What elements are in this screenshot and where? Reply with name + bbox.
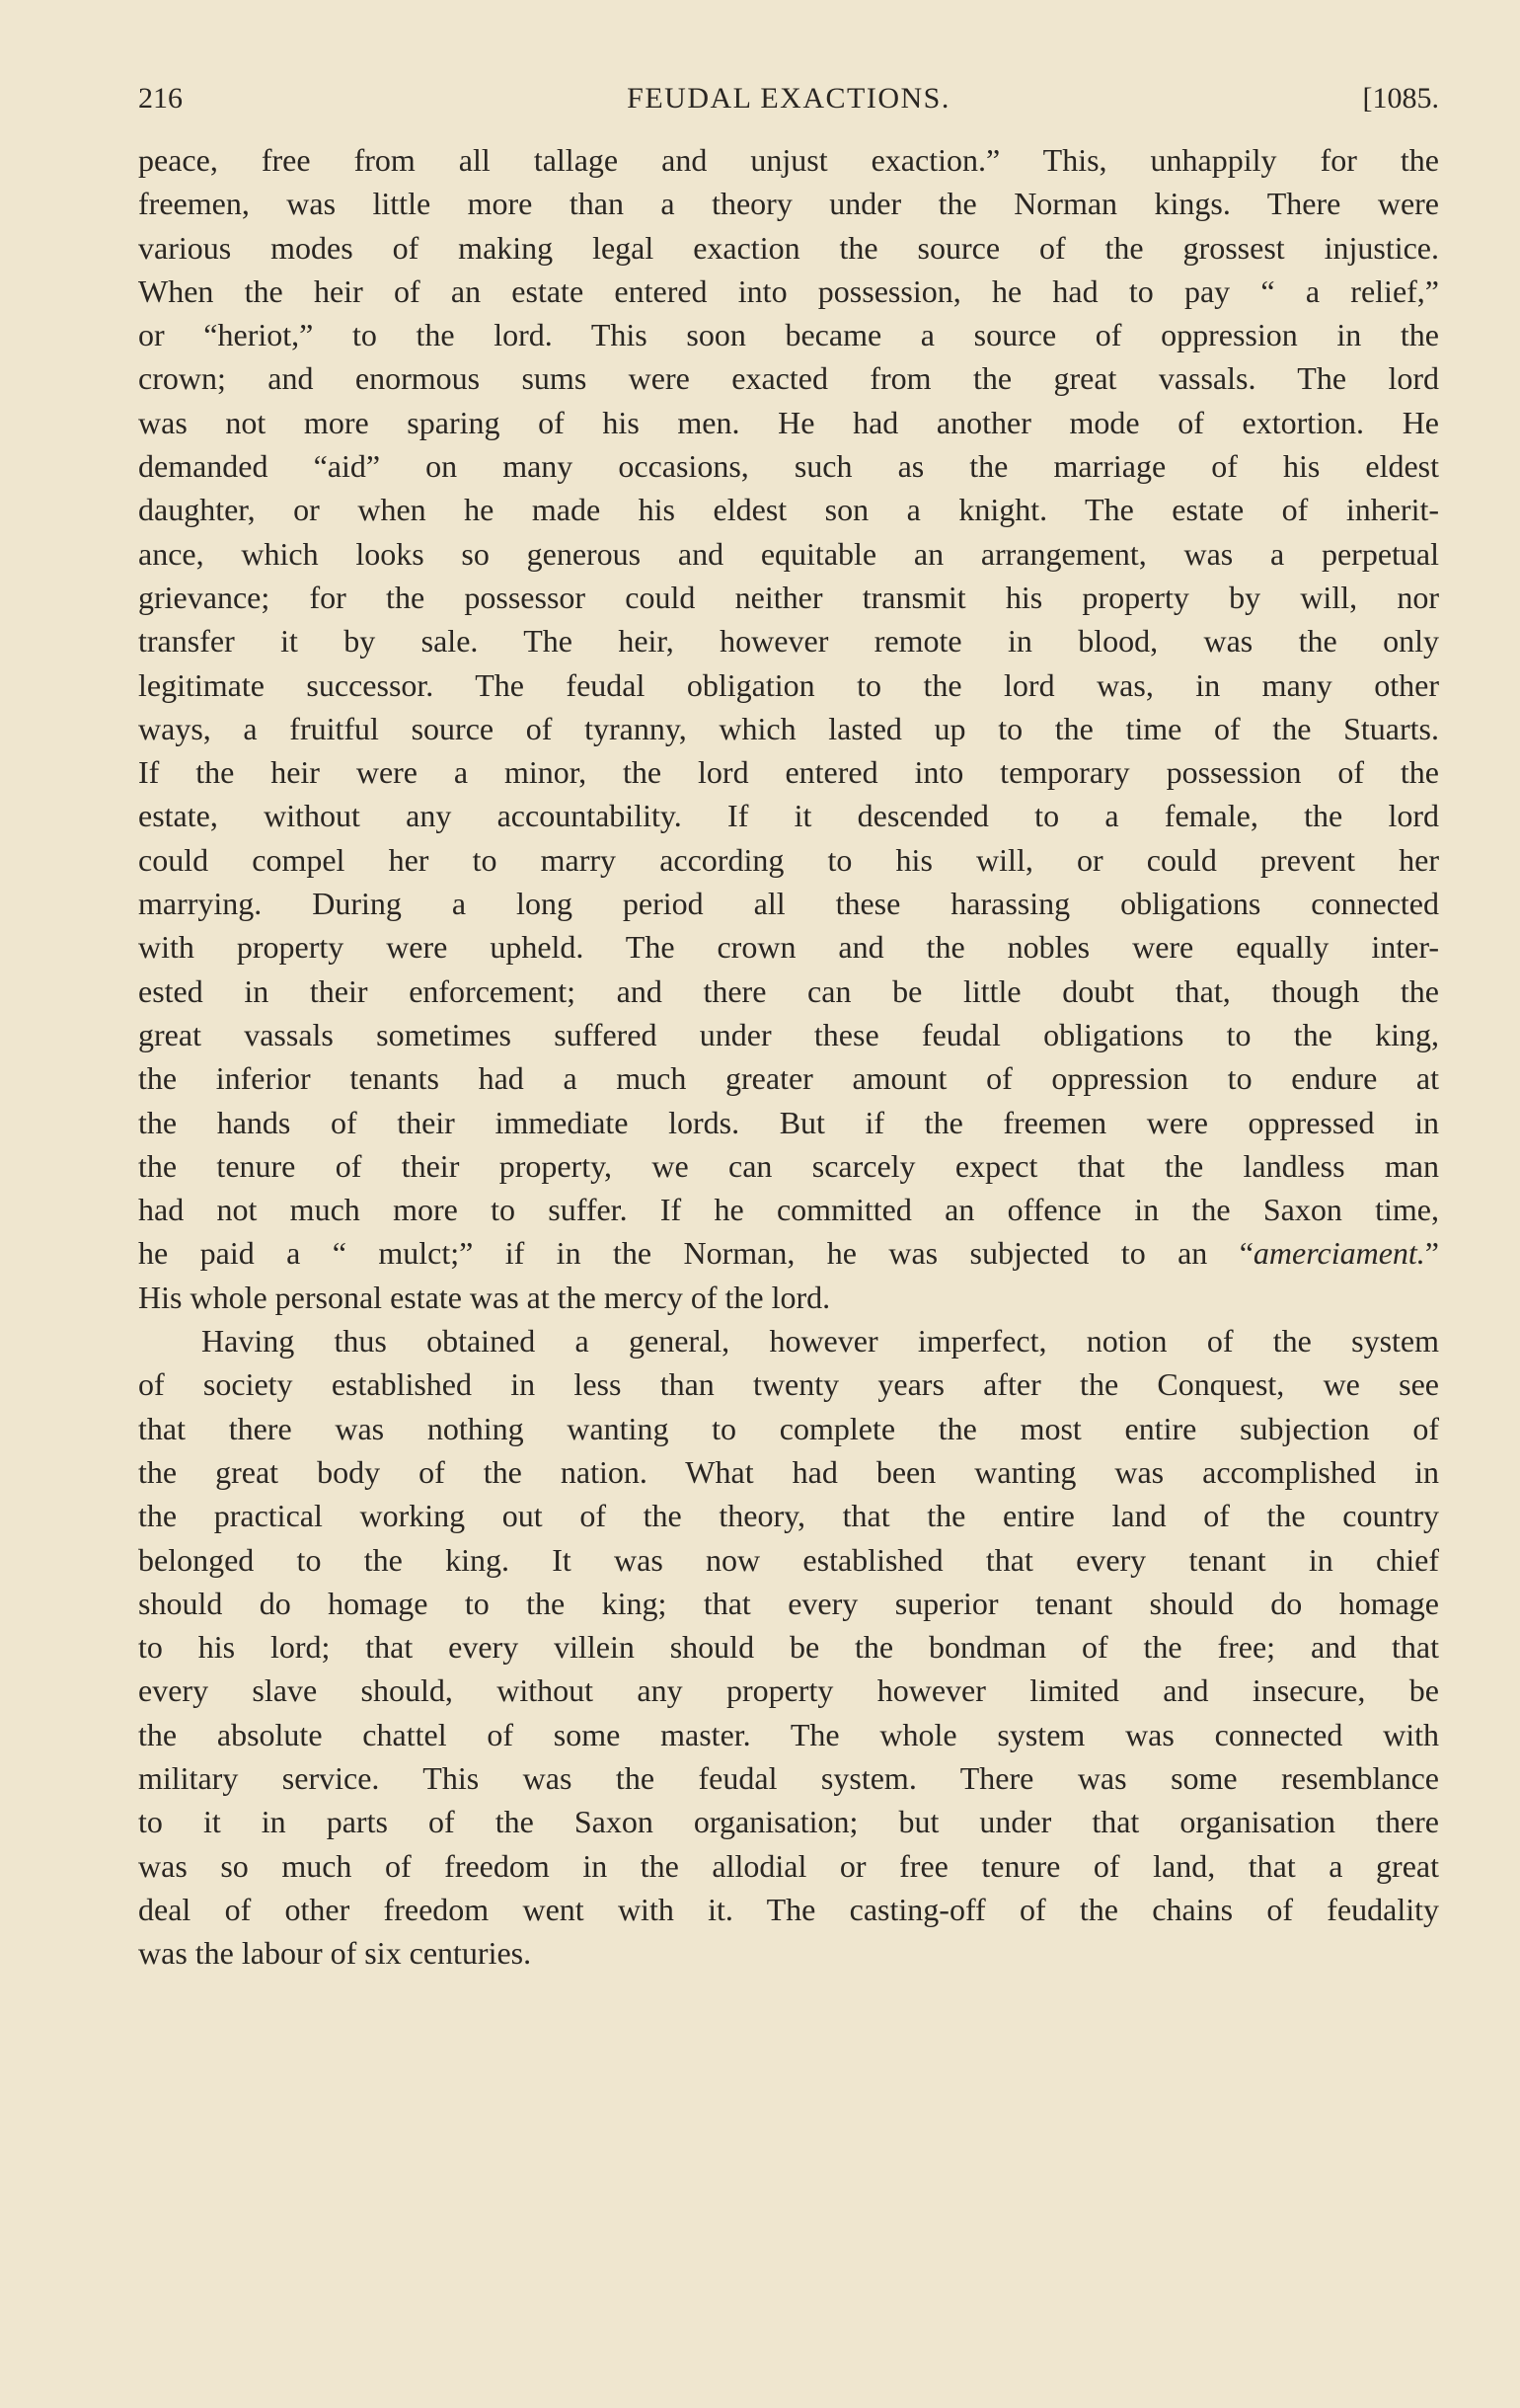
text-line: When the heir of an estate entered into possession, he had to pay “ a relief,”	[138, 272, 1439, 309]
text-line: peace, free from all tallage and unjust exaction.” This, unhappily for the	[138, 142, 1439, 178]
text-line: legitimate successor. The feudal obligation to the lord was, in many other	[138, 666, 1439, 703]
text-line: military service. This was the feudal system. There was some resemblance	[138, 1759, 1439, 1796]
paragraph-final-line: His whole personal estate was at the mercy of the lord.	[138, 1279, 831, 1315]
italic-term: amerciament.	[1253, 1235, 1425, 1272]
text-line: of society established in less than twenty years after the Conquest, we see	[138, 1366, 1439, 1403]
text-line: that there was nothing wanting to complete the most entire subjection of	[138, 1410, 1439, 1446]
paragraph-first-line: Having thus obtained a general, however imperfect, notion of the system	[201, 1323, 1439, 1359]
text-line: ance, which looks so generous and equitable an arrangement, was a perpetual	[138, 535, 1439, 572]
text-line: crown; and enormous sums were exacted from the great vassals. The lord	[138, 360, 1439, 397]
text-line: with property were upheld. The crown and the nobles were equally inter-	[138, 929, 1439, 966]
text-line: ways, a fruitful source of tyranny, which lasted up to the time of the Stuarts.	[138, 710, 1439, 746]
text-line: freemen, was little more than a theory under the Norman kings. There were	[138, 186, 1439, 222]
text-line: the hands of their immediate lords. But if the freemen were oppressed in	[138, 1104, 1439, 1140]
text-line: or “heriot,” to the lord. This soon became a source of oppression in the	[138, 317, 1439, 353]
text-line: various modes of making legal exaction the source of the grossest injustice.	[138, 229, 1439, 266]
body-text	[138, 138, 1439, 1975]
text-line: grievance; for the possessor could neither transmit his property by will, nor	[138, 579, 1439, 615]
year-marker: [1085.	[1362, 82, 1439, 115]
text-line-amerciament	[138, 1231, 1439, 1275]
text-line: deal of other freedom went with it. The casting-off of the chains of feudality	[138, 1891, 1439, 1927]
text-line: had not much more to suffer. If he committed an offence in the Saxon time,	[138, 1192, 1439, 1228]
text-line: the inferior tenants had a much greater amount of oppression to endure at	[138, 1060, 1439, 1097]
text-line: belonged to the king. It was now established that every tenant in chief	[138, 1541, 1439, 1578]
text-line: the practical working out of the theory, that the entire land of the country	[138, 1498, 1439, 1534]
page-number: 216	[138, 82, 183, 115]
line-text-after: ”	[1424, 1235, 1439, 1272]
text-line: should do homage to the king; that every superior tenant should do homage	[138, 1585, 1439, 1621]
text-line: the great body of the nation. What had been wanting was accomplished in	[138, 1453, 1439, 1490]
text-line: demanded “aid” on many occasions, such as the marriage of his eldest	[138, 448, 1439, 485]
text-line: was so much of freedom in the allodial or free tenure of land, that a great	[138, 1847, 1439, 1884]
text-line: could compel her to marry according to his will, or could prevent her	[138, 841, 1439, 878]
text-line: ested in their enforcement; and there can be little doubt that, though the	[138, 972, 1439, 1009]
text-line: every slave should, without any property however limited and insecure, be	[138, 1672, 1439, 1709]
text-line: the tenure of their property, we can scarcely expect that the landless man	[138, 1147, 1439, 1184]
text-line: daughter, or when he made his eldest son a knight. The estate of inherit-	[138, 492, 1439, 528]
line-text-before: he paid a “ mulct;” if in the Norman, he was subjected to an “	[138, 1235, 1254, 1272]
page-title: FEUDAL EXACTIONS.	[627, 82, 950, 115]
text-line: the absolute chattel of some master. The whole system was connected with	[138, 1716, 1439, 1752]
paragraph-final-line: was the labour of six centuries.	[138, 1935, 532, 1972]
text-line: estate, without any accountability. If it descended to a female, the lord	[138, 798, 1439, 834]
text-line: to it in parts of the Saxon organisation; but under that organisation there	[138, 1804, 1439, 1840]
text-line: to his lord; that every villein should be the bondman of the free; and that	[138, 1629, 1439, 1666]
running-head	[138, 77, 1439, 120]
text-line: transfer it by sale. The heir, however remote in blood, was the only	[138, 623, 1439, 660]
text-line: marrying. During a long period all these harassing obligations connected	[138, 886, 1439, 922]
text-line: great vassals sometimes suffered under these feudal obligations to the king,	[138, 1016, 1439, 1052]
text-line: was not more sparing of his men. He had another mode of extortion. He	[138, 404, 1439, 440]
text-line: If the heir were a minor, the lord entered into temporary possession of the	[138, 754, 1439, 791]
